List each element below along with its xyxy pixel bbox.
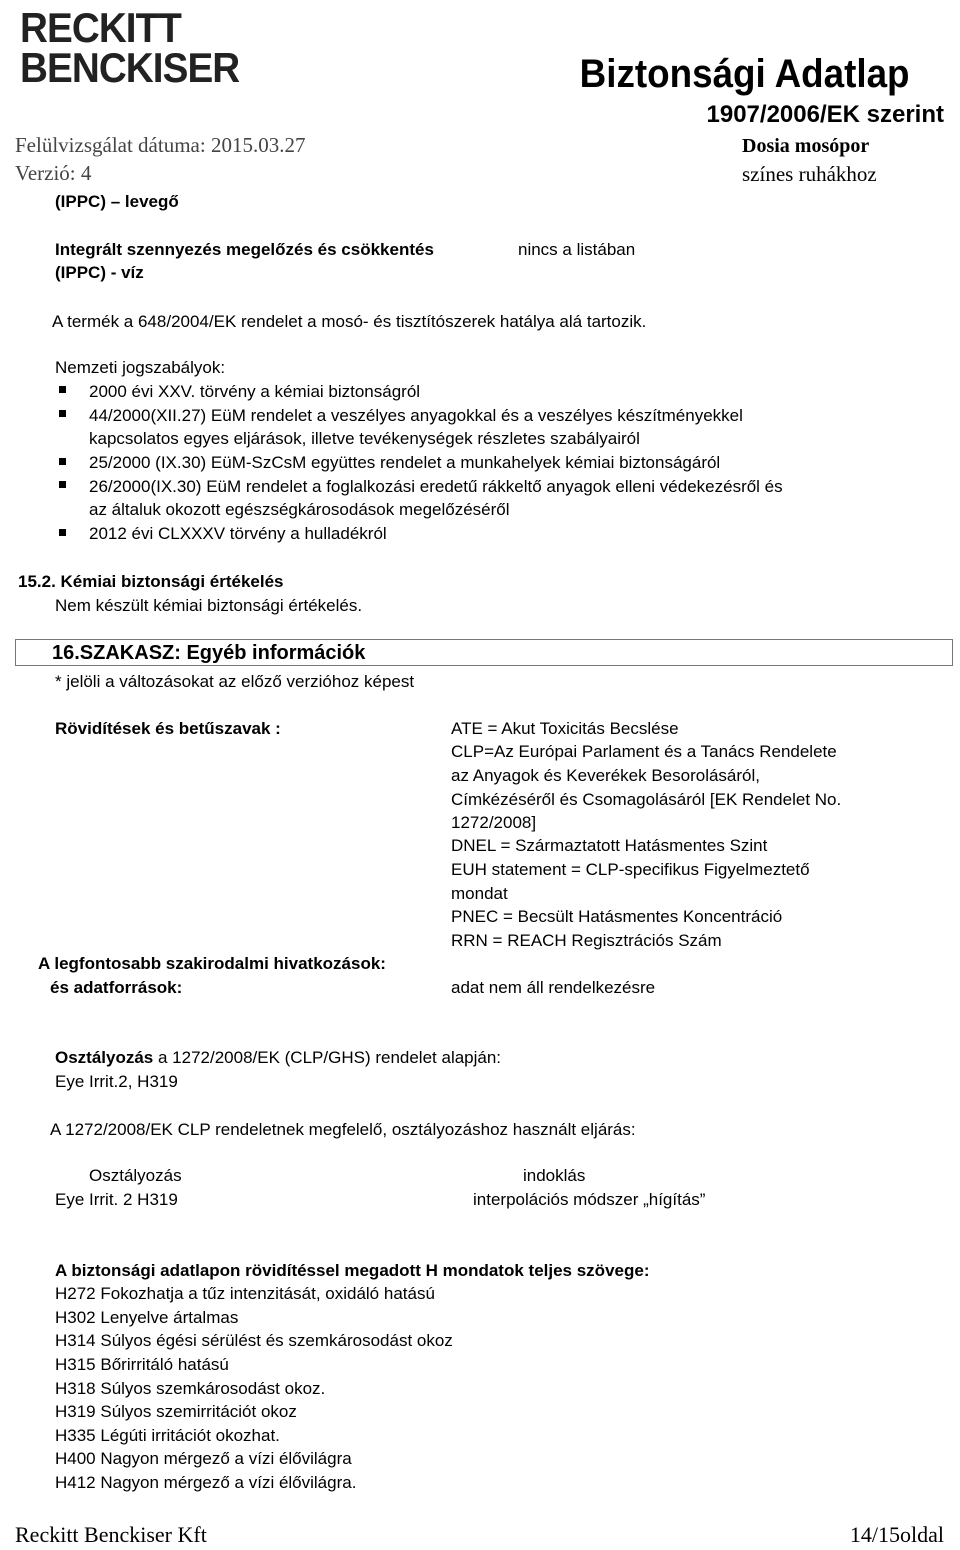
h-statement: H335 Légúti irritációt okozhat. [55,1426,280,1445]
section-16-header [15,639,953,666]
h-statement: H319 Súlyos szemirritációt okoz [55,1402,297,1421]
classification-rest: a 1272/2008/EK (CLP/GHS) rendelet alapján: [153,1048,502,1067]
h-statement: H272 Fokozhatja a tűz intenzitását, oxidáló hatású [55,1284,435,1303]
ippc-water-label: Integrált szennyezés megelőzés és csökkentés [55,240,434,259]
abbreviation-line: Címkézéséről és Csomagolásáról [EK Rendelet No. [451,790,842,809]
regulation-item-cont: az általuk okozott egészségkárosodások megelőzéséről [89,500,510,519]
h-statement: H400 Nagyon mérgező a vízi élővilágra [55,1449,352,1468]
abbreviation-line: mondat [451,884,508,903]
bullet-icon [59,481,66,488]
changes-note: * jelöli a változásokat az előző verzióhoz képest [55,672,415,691]
h-statement: H318 Súlyos szemkárosodást okoz. [55,1379,326,1398]
regulation-item: 2012 évi CLXXXV törvény a hulladékról [89,524,387,543]
detergent-regulation-note: A termék a 648/2004/EK rendelet a mosó- és tisztítószerek hatálya alá tartozik. [52,312,647,331]
abbreviation-line: DNEL = Származtatott Hatásmentes Szint [451,836,768,855]
regulation-item: 26/2000(IX.30) EüM rendelet a foglalkozási eredetű rákkeltő anyagok elleni védekezésről és [89,477,783,496]
section-16-title: 16.SZAKASZ: Egyéb információk [52,642,366,664]
classification-basis [55,1046,501,1069]
regulation-reference: 1907/2006/EK szerint [706,101,944,128]
classification-procedure: A 1272/2008/EK CLP rendeletnek megfelelő, osztályozáshoz használt eljárás: [50,1120,636,1139]
classification-value: Eye Irrit.2, H319 [55,1072,178,1091]
bullet-icon [59,410,66,417]
references-label: A legfontosabb szakirodalmi hivatkozások: [38,954,386,973]
classification-bold: Osztályozás [55,1048,154,1067]
company-logo [20,6,245,90]
regulation-item: 44/2000(XII.27) EüM rendelet a veszélyes anyagokkal és a veszélyes készítményekkel [89,406,743,425]
table-row-classification: Eye Irrit. 2 H319 [55,1190,178,1209]
h-statement: H315 Bőrirritáló hatású [55,1355,229,1374]
product-name: Dosia mosópor [742,135,870,157]
h-statement: H412 Nagyon mérgező a vízi élővilágra. [55,1473,357,1492]
product-variant: színes ruhákhoz [742,162,877,186]
regulation-item: 2000 évi XXV. törvény a kémiai biztonságról [89,382,421,401]
abbreviation-line: EUH statement = CLP-specifikus Figyelmeztető [451,860,810,879]
abbreviation-line: RRN = REACH Regisztrációs Szám [451,931,722,950]
regulation-item-cont: kapcsolatos egyes eljárások, illetve tevékenységek részletes szabályairól [89,429,640,448]
table-row-reason: interpolációs módszer „hígítás” [473,1190,706,1209]
abbreviation-line: CLP=Az Európai Parlament és a Tanács Rendelete [451,742,837,761]
section-15-2-text: Nem készült kémiai biztonsági értékelés. [55,596,363,615]
regulation-item: 25/2000 (IX.30) EüM-SzCsM együttes rendelet a munkahelyek kémiai biztonságáról [89,453,721,472]
h-statement: H302 Lenyelve ártalmas [55,1308,239,1327]
footer-page-number: 14/15oldal [849,1522,944,1547]
table-header-reason: indoklás [523,1166,586,1185]
section-15-2-title: 15.2. Kémiai biztonsági értékelés [18,572,284,591]
references-label-2: és adatforrások: [50,978,183,997]
national-regulations-heading: Nemzeti jogszabályok: [55,358,226,377]
abbreviation-line: ATE = Akut Toxicitás Becslése [451,719,679,738]
logo-line-2: BENCKISER [20,44,240,91]
abbreviation-line: PNEC = Becsült Hatásmentes Koncentráció [451,907,783,926]
ippc-water-value: nincs a listában [518,240,636,259]
h-statements-heading: A biztonsági adatlapon rövidítéssel megadott H mondatok teljes szövege: [55,1261,650,1280]
table-header-classification: Osztályozás [89,1166,182,1185]
version-number: Verzió: 4 [15,161,92,185]
references-value: adat nem áll rendelkezésre [451,978,656,997]
logo-line-1: RECKITT [20,4,181,51]
footer-company: Reckitt Benckiser Kft [15,1522,207,1547]
abbreviation-line: 1272/2008] [451,813,537,832]
bullet-icon [59,529,66,536]
abbreviations-label: Rövidítések és betűszavak : [55,719,281,738]
ippc-air-label: (IPPC) – levegő [55,192,179,211]
revision-date: Felülvizsgálat dátuma: 2015.03.27 [15,133,306,157]
bullet-icon [59,458,66,465]
document-title: Biztonsági Adatlap [580,52,910,96]
h-statement: H314 Súlyos égési sérülést és szemkárosodást okoz [55,1331,453,1350]
abbreviation-line: az Anyagok és Keverékek Besorolásáról, [451,766,761,785]
bullet-icon [59,386,66,393]
ippc-water-label-2: (IPPC) - víz [55,263,144,282]
